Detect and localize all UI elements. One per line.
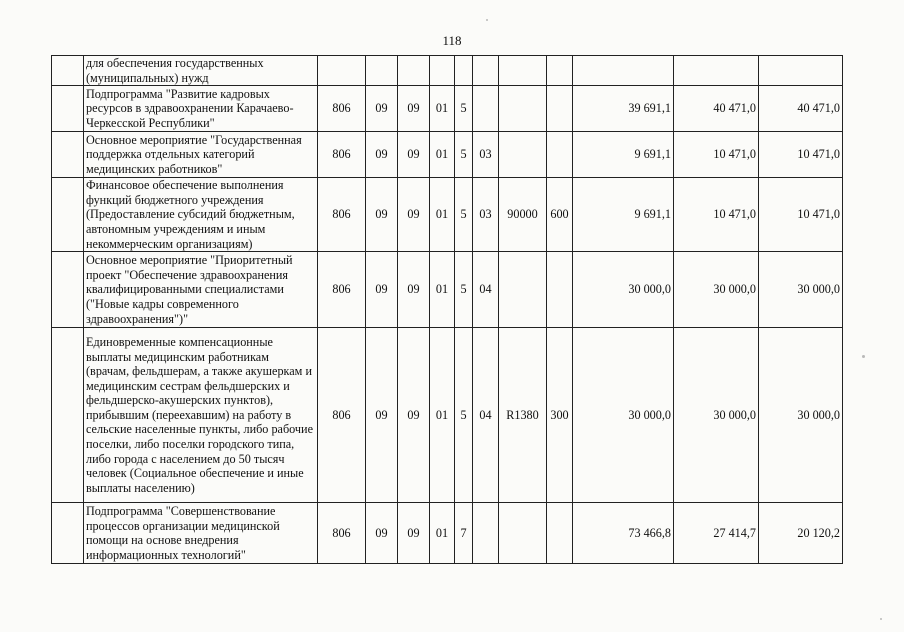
program-code: 01: [430, 252, 455, 328]
subsection-code: 09: [398, 252, 430, 328]
event-code: 03: [473, 132, 499, 178]
table-row: [52, 56, 843, 86]
direction-code: R1380: [499, 328, 547, 503]
amount-year-3: 20 120,2: [759, 503, 843, 564]
expense-type-code: [547, 252, 573, 328]
direction-code: [499, 86, 547, 132]
section-code: 09: [366, 132, 398, 178]
amount-year-1: 39 691,1: [573, 86, 674, 132]
expense-type-code: 600: [547, 178, 573, 252]
scan-speck: [880, 618, 882, 620]
amount-year-3: [759, 56, 843, 86]
direction-code: [499, 252, 547, 328]
subprogram-code: 5: [455, 86, 473, 132]
event-code: 04: [473, 328, 499, 503]
amount-year-2: 10 471,0: [674, 178, 759, 252]
event-code: [473, 86, 499, 132]
item-name: Финансовое обеспечение выполнения функций бюджетного учреждения (Предоставление субсидий бюджетным, автономным учреждениям и иным некоммерческим организациям): [84, 178, 318, 252]
ministry-code: 806: [318, 328, 366, 503]
ministry-code: 806: [318, 86, 366, 132]
subprogram-code: 5: [455, 132, 473, 178]
expense-type-code: [547, 503, 573, 564]
row-number-cell: [52, 56, 84, 86]
subsection-code: [398, 56, 430, 86]
amount-year-3: 30 000,0: [759, 252, 843, 328]
amount-year-2: 30 000,0: [674, 252, 759, 328]
program-code: 01: [430, 132, 455, 178]
table-row: [52, 252, 843, 328]
event-code: 03: [473, 178, 499, 252]
section-code: 09: [366, 86, 398, 132]
direction-code: [499, 132, 547, 178]
row-number-cell: [52, 252, 84, 328]
table-row: [52, 178, 843, 252]
amount-year-1: 73 466,8: [573, 503, 674, 564]
subprogram-code: 5: [455, 252, 473, 328]
expense-type-code: [547, 56, 573, 86]
row-number-cell: [52, 503, 84, 564]
expense-type-code: [547, 132, 573, 178]
row-number-cell: [52, 86, 84, 132]
amount-year-1: 9 691,1: [573, 132, 674, 178]
subprogram-code: 5: [455, 178, 473, 252]
subsection-code: 09: [398, 86, 430, 132]
program-code: 01: [430, 328, 455, 503]
subsection-code: 09: [398, 328, 430, 503]
subprogram-code: 7: [455, 503, 473, 564]
expense-type-code: [547, 86, 573, 132]
ministry-code: 806: [318, 132, 366, 178]
scan-speck: [862, 355, 865, 358]
item-name: Единовременные компенсационные выплаты медицинским работникам (врачам, фельдшерам, а также акушеркам и медицинским сестрам фельдшерских и фельдшерско-акушерских пунктов), прибывшим (переехавшим) на работу в сельские населенные пункты, либо рабочие поселки, либо поселки городского типа, либо города с населением до 50 тысяч человек (Социальное обеспечение и иные выплаты населению): [84, 328, 318, 503]
amount-year-1: 9 691,1: [573, 178, 674, 252]
program-code: 01: [430, 178, 455, 252]
scan-speck: [486, 19, 488, 21]
subsection-code: 09: [398, 132, 430, 178]
section-code: 09: [366, 178, 398, 252]
amount-year-2: [674, 56, 759, 86]
page-number: 118: [442, 33, 462, 48]
row-number-cell: [52, 328, 84, 503]
amount-year-3: 10 471,0: [759, 132, 843, 178]
direction-code: [499, 56, 547, 86]
expense-type-code: 300: [547, 328, 573, 503]
row-number-cell: [52, 178, 84, 252]
budget-table: [51, 55, 843, 564]
item-name: Подпрограмма "Развитие кадровых ресурсов в здравоохранении Карачаево-Черкесской Республики": [84, 86, 318, 132]
program-code: [430, 56, 455, 86]
ministry-code: [318, 56, 366, 86]
amount-year-2: 10 471,0: [674, 132, 759, 178]
amount-year-3: 40 471,0: [759, 86, 843, 132]
item-name: Основное мероприятие "Приоритетный проект "Обеспечение здравоохранения квалифицированными специалистами ("Новые кадры современного здравоохранения")": [84, 252, 318, 328]
direction-code: [499, 503, 547, 564]
amount-year-3: 10 471,0: [759, 178, 843, 252]
amount-year-2: 40 471,0: [674, 86, 759, 132]
amount-year-1: 30 000,0: [573, 252, 674, 328]
amount-year-2: 27 414,7: [674, 503, 759, 564]
table-row: [52, 328, 843, 503]
table-row: [52, 132, 843, 178]
amount-year-3: 30 000,0: [759, 328, 843, 503]
event-code: [473, 503, 499, 564]
item-name: Подпрограмма "Совершенствование процессов организации медицинской помощи на основе внедрения информационных технологий": [84, 503, 318, 564]
section-code: 09: [366, 328, 398, 503]
ministry-code: 806: [318, 252, 366, 328]
subsection-code: 09: [398, 178, 430, 252]
ministry-code: 806: [318, 503, 366, 564]
section-code: 09: [366, 252, 398, 328]
section-code: 09: [366, 503, 398, 564]
direction-code: 90000: [499, 178, 547, 252]
item-name: Основное мероприятие "Государственная поддержка отдельных категорий медицинских работников": [84, 132, 318, 178]
event-code: 04: [473, 252, 499, 328]
item-name: для обеспечения государственных (муниципальных) нужд: [84, 56, 318, 86]
subsection-code: 09: [398, 503, 430, 564]
amount-year-1: [573, 56, 674, 86]
event-code: [473, 56, 499, 86]
subprogram-code: 5: [455, 328, 473, 503]
row-number-cell: [52, 132, 84, 178]
table-row: [52, 503, 843, 564]
table-row: [52, 86, 843, 132]
amount-year-2: 30 000,0: [674, 328, 759, 503]
ministry-code: 806: [318, 178, 366, 252]
subprogram-code: [455, 56, 473, 86]
amount-year-1: 30 000,0: [573, 328, 674, 503]
section-code: [366, 56, 398, 86]
program-code: 01: [430, 503, 455, 564]
program-code: 01: [430, 86, 455, 132]
